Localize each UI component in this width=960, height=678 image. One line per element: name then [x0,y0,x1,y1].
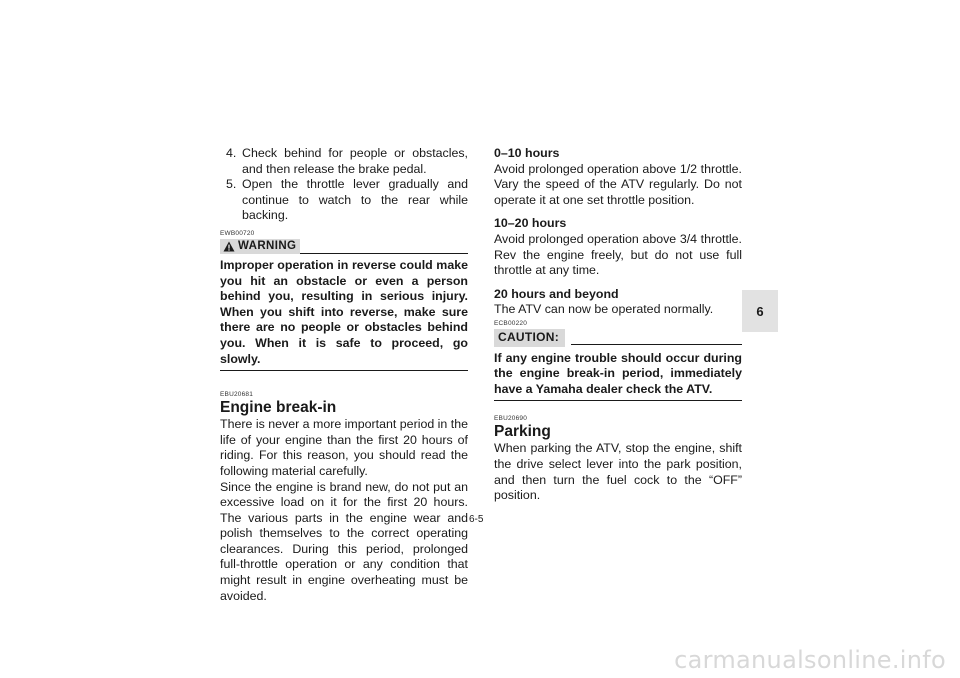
caution-text: If any engine trouble should occur during the engine break-in period, immediately have a Yamaha dealer check the ATV. [494,350,742,396]
phase-title: 20 hours and beyond [494,286,619,301]
warning-triangle-icon [223,241,235,252]
phase-block [494,216,742,278]
watermark: carmanualsonline.info [674,646,946,674]
caution-code: ECB00220 [494,319,528,327]
right-column [494,146,742,504]
caution-rule [571,344,742,345]
warning-rule [300,253,468,254]
list-item [220,146,468,177]
section-heading-engine-break-in: Engine break-in [220,399,337,417]
phase-title: 0–10 hours [494,146,560,160]
warning-end-rule [220,370,468,371]
phase-text: The ATV can now be operated normally. [494,302,714,317]
phase-block [494,146,742,208]
section-code: EBU20681 [220,391,254,399]
break-in-paragraph-1: There is never a more important period in the life of your engine than the first 20 hours of riding. For this reason, you should read the following material carefully. [220,417,468,478]
chapter-tab: 6 [742,290,778,332]
warning-label-box [220,239,300,254]
page-number: 6-5 [469,514,484,525]
steps-list [220,146,468,224]
step-text: Open the throttle lever gradually and continue to watch to the rear while backing. [242,177,468,223]
caution-end-rule [494,400,742,401]
left-column [220,146,468,604]
list-item [220,177,468,224]
section-code: EBU20690 [494,415,528,423]
phase-text: Avoid prolonged operation above 3/4 throttle. Rev the engine freely, but do not use full throttle at any time. [494,231,742,278]
caution-header [494,329,742,347]
phase-block [494,287,742,318]
step-text: Check behind for people or obstacles, and then release the brake pedal. [242,146,468,176]
phase-title: 10–20 hours [494,216,567,231]
break-in-paragraph-2: Since the engine is brand new, do not put an excessive load on it for the first 20 hours. The various parts in the engine wear and polish themselves to the correct operating clearances. During this period, prolonged full-throttle operation or any condition that might result in engine overheating must be avoided. [220,479,468,603]
phase-text: Avoid prolonged operation above 1/2 throttle. Vary the speed of the ATV regularly. Do not operate it at one set throttle position. [494,161,742,207]
caution-label: CAUTION: [494,329,565,347]
warning-code: EWB00720 [220,229,255,237]
warning-header [220,239,468,254]
step-number: 4. [226,146,237,160]
warning-text: Improper operation in reverse could make you hit an obstacle or even a person behind you, resulting in serious injury. When you shift into reverse, make sure there are no people or obstacles behind you. When it is safe to proceed, go slowly. [220,257,468,366]
warning-label: WARNING [238,239,297,252]
parking-text: When parking the ATV, stop the engine, shift the drive select lever into the park position, and then turn the fuel cock to the “OFF” position. [494,441,742,503]
section-heading-parking: Parking [494,423,551,441]
step-number: 5. [226,177,237,192]
